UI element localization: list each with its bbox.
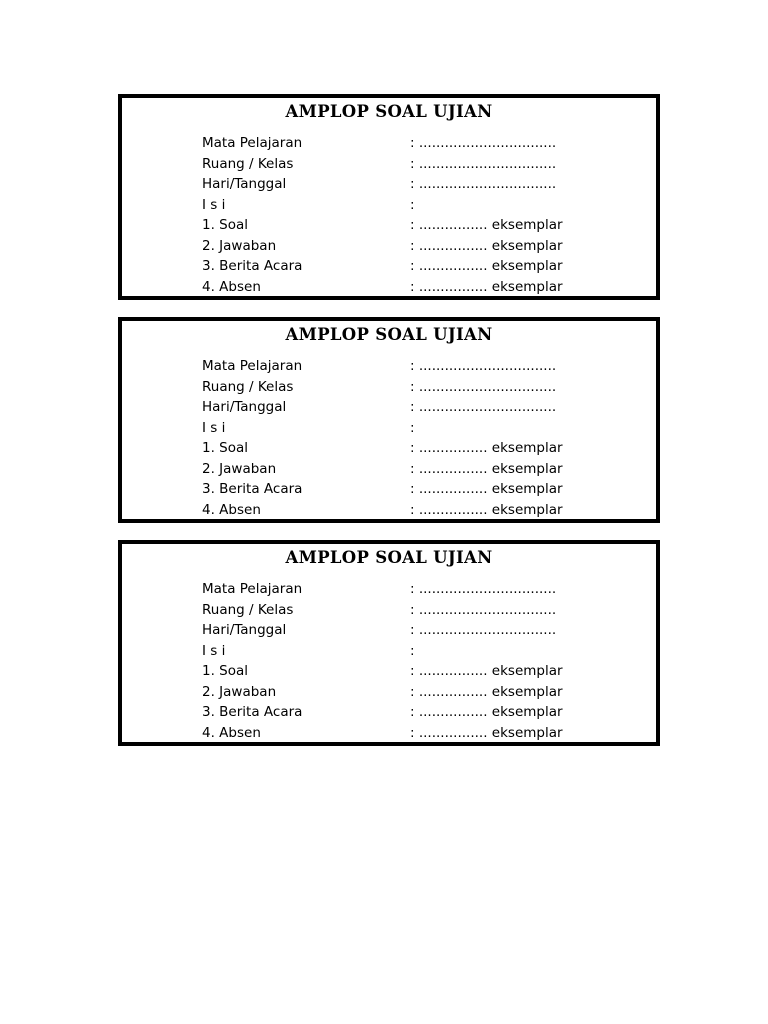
row-soal [122,438,656,458]
field-value: : ................ eksemplar [410,683,563,700]
row-soal [122,215,656,235]
field-label: Ruang / Kelas [202,155,294,172]
field-value: : ................................ [410,358,557,374]
row-hari-tanggal [122,397,656,417]
row-isi [122,641,656,661]
row-soal [122,661,656,681]
field-label: 2. Jawaban [202,237,277,254]
envelope-label-1 [118,94,660,300]
field-label: 1. Soal [202,663,249,679]
field-label: 3. Berita Acara [202,704,303,720]
field-value: : ................ eksemplar [410,724,563,741]
field-label: Ruang / Kelas [202,601,294,618]
field-label: I s i [202,642,226,659]
field-label: 3. Berita Acara [202,481,303,497]
row-mata-pelajaran [122,579,656,599]
field-label: I s i [202,196,226,213]
field-value: : ................ eksemplar [410,217,563,233]
row-ruang-kelas [122,600,656,620]
field-label: Mata Pelajaran [202,358,303,374]
row-jawaban [122,236,656,256]
field-value: : ................................ [410,622,557,638]
label-title: AMPLOP SOAL UJIAN [285,548,493,567]
field-label: 3. Berita Acara [202,258,303,274]
row-jawaban [122,459,656,479]
field-label: 2. Jawaban [202,460,277,477]
field-value: : ................ eksemplar [410,440,563,456]
field-label: I s i [202,419,226,436]
row-berita-acara [122,702,656,722]
field-value: : ................................ [410,399,557,415]
field-value: : ................ eksemplar [410,237,563,254]
envelope-label-3 [118,540,660,746]
row-mata-pelajaran [122,356,656,376]
field-value: : ................................ [410,581,557,597]
field-value: : ................................ [410,601,557,618]
field-label: 4. Absen [202,501,261,518]
field-value: : ................ eksemplar [410,278,563,295]
field-label: 4. Absen [202,278,261,295]
field-value: : ................ eksemplar [410,258,563,274]
row-jawaban [122,682,656,702]
field-label: Ruang / Kelas [202,378,294,395]
field-value: : ................ eksemplar [410,663,563,679]
row-berita-acara [122,479,656,499]
field-label: 1. Soal [202,217,249,233]
field-value: : ................ eksemplar [410,501,563,518]
field-value: : ................................ [410,176,557,192]
field-label: Hari/Tanggal [202,399,287,415]
field-label: Hari/Tanggal [202,176,287,192]
row-ruang-kelas [122,154,656,174]
field-value: : ................................ [410,135,557,151]
field-value: : [410,419,415,436]
field-label: 1. Soal [202,440,249,456]
field-label: Mata Pelajaran [202,135,303,151]
row-isi [122,418,656,438]
row-isi [122,195,656,215]
row-hari-tanggal [122,620,656,640]
row-absen [122,500,656,520]
row-absen [122,723,656,743]
field-value: : ................................ [410,378,557,395]
field-label: 4. Absen [202,724,261,741]
field-value: : ................ eksemplar [410,704,563,720]
field-value: : ................................ [410,155,557,172]
field-label: Hari/Tanggal [202,622,287,638]
field-label: Mata Pelajaran [202,581,303,597]
field-label: 2. Jawaban [202,683,277,700]
field-value: : [410,642,415,659]
field-value: : [410,196,415,213]
field-value: : ................ eksemplar [410,460,563,477]
row-ruang-kelas [122,377,656,397]
label-title: AMPLOP SOAL UJIAN [285,325,493,344]
row-mata-pelajaran [122,133,656,153]
label-title: AMPLOP SOAL UJIAN [285,102,493,121]
row-berita-acara [122,256,656,276]
field-value: : ................ eksemplar [410,481,563,497]
envelope-label-2 [118,317,660,523]
row-hari-tanggal [122,174,656,194]
row-absen [122,277,656,297]
